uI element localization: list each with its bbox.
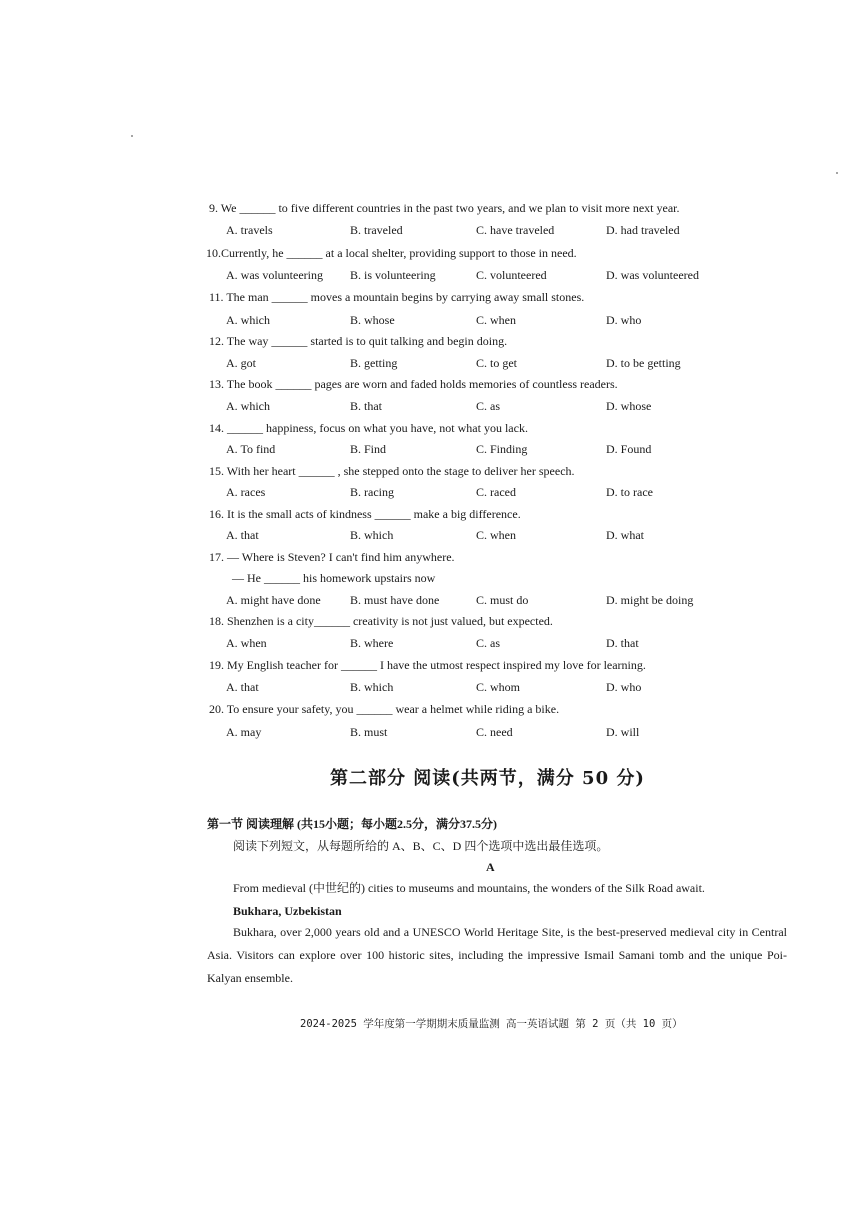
- option-a: A. may: [226, 725, 262, 739]
- scan-speck: [836, 172, 838, 174]
- option-d: D. whose: [606, 399, 652, 413]
- option-c: C. have traveled: [476, 223, 555, 237]
- question-17: 17. — Where is Steven? I can't find him anywhere.: [209, 550, 455, 564]
- option-c: C. when: [476, 313, 516, 327]
- question-19-options: [226, 680, 726, 694]
- option-c: C. Finding: [476, 442, 528, 456]
- option-d: D. will: [606, 725, 640, 739]
- option-d: D. Found: [606, 442, 652, 456]
- question-15: 15. With her heart ______ , she stepped onto the stage to deliver her speech.: [209, 464, 575, 478]
- page-footer: 2024-2025 学年度第一学期期末质量监测 高一英语试题 第 2 页（共 10 页）: [300, 1018, 683, 1030]
- option-d: D. who: [606, 313, 642, 327]
- option-c: C. to get: [476, 356, 517, 370]
- question-18-options: [226, 636, 726, 650]
- scan-speck: [131, 135, 133, 137]
- option-b: B. must have done: [350, 593, 440, 607]
- option-d: D. was volunteered: [606, 268, 699, 282]
- instructions: 阅读下列短文，从每题所给的 A、B、C、D 四个选项中选出最佳选项。: [233, 839, 609, 853]
- option-b: B. racing: [350, 485, 394, 499]
- option-b: B. must: [350, 725, 388, 739]
- question-14-options: [226, 442, 726, 456]
- option-a: A. that: [226, 680, 259, 694]
- option-c: C. when: [476, 528, 516, 542]
- question-9-options: [226, 223, 726, 237]
- question-16-options: [226, 528, 726, 542]
- passage-label: A: [486, 860, 495, 874]
- option-b: B. getting: [350, 356, 398, 370]
- question-12: 12. The way ______ started is to quit talking and begin doing.: [209, 334, 508, 348]
- question-17-reply: — He ______ his homework upstairs now: [232, 571, 436, 585]
- option-d: D. might be doing: [606, 593, 694, 607]
- option-d: D. that: [606, 636, 639, 650]
- option-d: D. what: [606, 528, 644, 542]
- option-b: B. Find: [350, 442, 387, 456]
- option-b: B. traveled: [350, 223, 403, 237]
- option-a: A. races: [226, 485, 266, 499]
- option-b: B. where: [350, 636, 394, 650]
- option-b: B. whose: [350, 313, 395, 327]
- option-b: B. which: [350, 680, 394, 694]
- option-c: C. volunteered: [476, 268, 547, 282]
- question-17-options: [226, 593, 726, 607]
- question-13-options: [226, 399, 726, 413]
- option-c: C. as: [476, 399, 500, 413]
- option-a: A. might have done: [226, 593, 321, 607]
- option-a: A. travels: [226, 223, 273, 237]
- question-20-options: [226, 725, 726, 739]
- question-20: 20. To ensure your safety, you ______ wear a helmet while riding a bike.: [209, 702, 560, 716]
- question-16: 16. It is the small acts of kindness ______ make a big difference.: [209, 507, 521, 521]
- option-d: D. to race: [606, 485, 653, 499]
- question-10: 10.Currently, he ______ at a local shelter, providing support to those in need.: [206, 246, 577, 260]
- passage-body: Bukhara, over 2,000 years old and a UNESCO World Heritage Site, is the best-preserved medieval city in Central Asia. Visitors can explore over 100 historic sites, including the impressive Ismail Samani tomb and the unique Poi-Kalyan ensemble.: [207, 925, 787, 985]
- option-a: A. was volunteering: [226, 268, 323, 282]
- option-d: D. who: [606, 680, 642, 694]
- question-10-options: [226, 268, 726, 282]
- option-c: C. must do: [476, 593, 529, 607]
- question-11-options: [226, 313, 726, 327]
- option-c: C. as: [476, 636, 500, 650]
- option-a: A. To find: [226, 442, 276, 456]
- option-d: D. to be getting: [606, 356, 681, 370]
- option-b: B. that: [350, 399, 382, 413]
- question-13: 13. The book ______ pages are worn and faded holds memories of countless readers.: [209, 377, 618, 391]
- option-a: A. which: [226, 313, 270, 327]
- option-c: C. whom: [476, 680, 521, 694]
- option-b: B. is volunteering: [350, 268, 436, 282]
- option-c: C. need: [476, 725, 513, 739]
- option-b: B. which: [350, 528, 394, 542]
- part-two-title: 第二部分 阅读(共两节，满分 50 分): [330, 768, 645, 789]
- option-a: A. that: [226, 528, 259, 542]
- question-18: 18. Shenzhen is a city______ creativity is not just valued, but expected.: [209, 614, 553, 628]
- question-14: 14. ______ happiness, focus on what you have, not what you lack.: [209, 421, 528, 435]
- question-15-options: [226, 485, 726, 499]
- passage-intro: From medieval (中世纪的) cities to museums and mountains, the wonders of the Silk Road await.: [233, 881, 705, 895]
- option-d: D. had traveled: [606, 223, 680, 237]
- option-a: A. got: [226, 356, 256, 370]
- question-11: 11. The man ______ moves a mountain begins by carrying away small stones.: [209, 290, 585, 304]
- section-one-title: 第一节 阅读理解 (共15小题；每小题2.5分，满分37.5分): [207, 817, 497, 831]
- passage-heading: Bukhara, Uzbekistan: [233, 904, 342, 918]
- question-9: 9. We ______ to five different countries in the past two years, and we plan to visit more next year.: [209, 201, 680, 215]
- option-c: C. raced: [476, 485, 516, 499]
- question-12-options: [226, 356, 726, 370]
- option-a: A. when: [226, 636, 267, 650]
- option-a: A. which: [226, 399, 270, 413]
- question-19: 19. My English teacher for ______ I have the utmost respect inspired my love for learning.: [209, 658, 646, 672]
